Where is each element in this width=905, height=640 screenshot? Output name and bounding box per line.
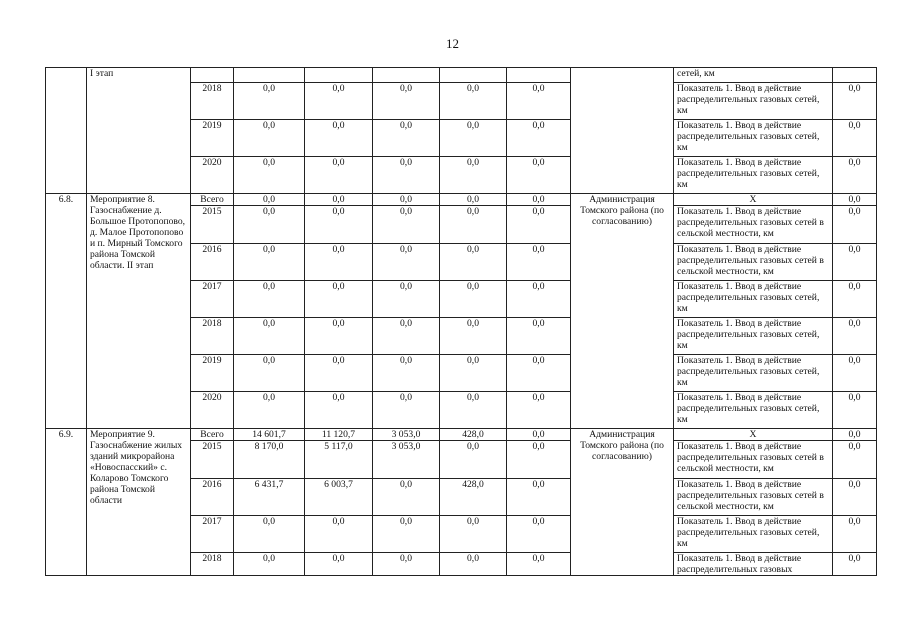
- value-cell: 0,0: [440, 516, 507, 553]
- value-cell: 0,0: [305, 194, 373, 206]
- target-cell: 0,0: [833, 83, 877, 120]
- value-cell: 3 053,0: [373, 441, 440, 479]
- measure-name: Мероприятие 8. Газоснабжение д. Большое Протопопово, д. Малое Протопопово и п. Мирный Томского района Томской области. II этап: [87, 194, 191, 429]
- value-cell: 0,0: [440, 120, 507, 157]
- value-cell: 0,0: [373, 479, 440, 516]
- value-cell: 0,0: [373, 194, 440, 206]
- value-cell: 14 601,7: [234, 429, 305, 441]
- year-cell: 2020: [191, 157, 234, 194]
- value-cell: 0,0: [507, 281, 571, 318]
- page-number: 12: [446, 36, 459, 51]
- year-cell: 2015: [191, 206, 234, 244]
- value-cell: 0,0: [373, 318, 440, 355]
- indicator-cell: Показатель 1. Ввод в действие распределительных газовых сетей в сельской местности, км: [674, 479, 833, 516]
- value-cell: 0,0: [440, 83, 507, 120]
- value-cell: 0,0: [373, 553, 440, 576]
- year-cell: Всего: [191, 429, 234, 441]
- value-cell: 0,0: [234, 83, 305, 120]
- value-cell: 0,0: [305, 206, 373, 244]
- target-cell: 0,0: [833, 429, 877, 441]
- value-cell: 0,0: [234, 206, 305, 244]
- value-cell: 0,0: [507, 355, 571, 392]
- table-row: [46, 429, 877, 441]
- value-cell: 0,0: [440, 441, 507, 479]
- year-cell: 2019: [191, 120, 234, 157]
- target-cell: 0,0: [833, 194, 877, 206]
- indicator-cell: Показатель 1. Ввод в действие распределительных газовых сетей, км: [674, 83, 833, 120]
- value-cell: 0,0: [305, 355, 373, 392]
- value-cell: 0,0: [507, 83, 571, 120]
- value-cell: 0,0: [507, 429, 571, 441]
- value-cell: 0,0: [234, 120, 305, 157]
- year-cell: 2015: [191, 441, 234, 479]
- measure-name: Мероприятие 9. Газоснабжение жилых зданий микрорайона «Новоспасский» с. Коларово Томского района Томской области: [87, 429, 191, 576]
- value-cell: 0,0: [440, 194, 507, 206]
- table-row: [46, 68, 877, 83]
- indicator-cell: Показатель 1. Ввод в действие распределительных газовых сетей, км: [674, 120, 833, 157]
- value-cell: 428,0: [440, 429, 507, 441]
- target-cell: 0,0: [833, 441, 877, 479]
- item-number: 6.8.: [46, 194, 87, 429]
- value-cell: 0,0: [507, 479, 571, 516]
- value-cell: 0,0: [507, 392, 571, 429]
- value-cell: 0,0: [305, 281, 373, 318]
- value-cell: 0,0: [440, 553, 507, 576]
- indicator-cell: Показатель 1. Ввод в действие распределительных газовых: [674, 553, 833, 576]
- value-cell: 0,0: [234, 355, 305, 392]
- year-cell: 2020: [191, 392, 234, 429]
- target-cell: 0,0: [833, 318, 877, 355]
- value-cell: 0,0: [305, 553, 373, 576]
- value-cell: 0,0: [234, 318, 305, 355]
- value-cell: 0,0: [507, 318, 571, 355]
- value-cell: 0,0: [507, 157, 571, 194]
- value-cell: 0,0: [373, 120, 440, 157]
- indicator-cell: Показатель 1. Ввод в действие распределительных газовых сетей, км: [674, 392, 833, 429]
- value-cell: 0,0: [507, 516, 571, 553]
- indicator-cell: Показатель 1. Ввод в действие распределительных газовых сетей в сельской местности, км: [674, 441, 833, 479]
- value-cell: 0,0: [234, 194, 305, 206]
- value-cell: 0,0: [440, 281, 507, 318]
- value-cell: 6 431,7: [234, 479, 305, 516]
- value-cell: 0,0: [234, 553, 305, 576]
- value-cell: 0,0: [440, 318, 507, 355]
- value-cell: 0,0: [507, 553, 571, 576]
- value-cell: 0,0: [440, 355, 507, 392]
- target-cell: 0,0: [833, 392, 877, 429]
- target-cell: 0,0: [833, 157, 877, 194]
- year-cell: 2019: [191, 355, 234, 392]
- value-cell: 0,0: [373, 355, 440, 392]
- indicator-cell: Показатель 1. Ввод в действие распределительных газовых сетей, км: [674, 157, 833, 194]
- value-cell: 0,0: [507, 244, 571, 281]
- target-cell: 0,0: [833, 120, 877, 157]
- value-cell: 0,0: [507, 441, 571, 479]
- year-cell: 2018: [191, 318, 234, 355]
- value-cell: 428,0: [440, 479, 507, 516]
- year-cell: 2018: [191, 553, 234, 576]
- item-number: 6.9.: [46, 429, 87, 576]
- year-cell: Всего: [191, 194, 234, 206]
- target-cell: 0,0: [833, 355, 877, 392]
- target-cell: 0,0: [833, 553, 877, 576]
- target-cell: 0,0: [833, 281, 877, 318]
- value-cell: 8 170,0: [234, 441, 305, 479]
- value-cell: 0,0: [373, 206, 440, 244]
- value-cell: 0,0: [373, 157, 440, 194]
- indicator-cell: Х: [674, 429, 833, 441]
- value-cell: 0,0: [305, 244, 373, 281]
- indicator-cell: Показатель 1. Ввод в действие распределительных газовых сетей в сельской местности, км: [674, 244, 833, 281]
- value-cell: 0,0: [507, 194, 571, 206]
- value-cell: 0,0: [305, 392, 373, 429]
- value-cell: 0,0: [234, 516, 305, 553]
- indicator-cell: Х: [674, 194, 833, 206]
- value-cell: 0,0: [305, 318, 373, 355]
- indicator-cell: Показатель 1. Ввод в действие распределительных газовых сетей, км: [674, 281, 833, 318]
- target-cell: 0,0: [833, 244, 877, 281]
- year-cell: 2017: [191, 516, 234, 553]
- indicator-cell: Показатель 1. Ввод в действие распределительных газовых сетей, км: [674, 318, 833, 355]
- value-cell: 0,0: [440, 206, 507, 244]
- value-cell: 11 120,7: [305, 429, 373, 441]
- value-cell: 0,0: [234, 244, 305, 281]
- year-cell: 2017: [191, 281, 234, 318]
- indicator-cell: Показатель 1. Ввод в действие распределительных газовых сетей, км: [674, 516, 833, 553]
- value-cell: 0,0: [234, 281, 305, 318]
- year-cell: 2016: [191, 244, 234, 281]
- value-cell: 0,0: [373, 392, 440, 429]
- value-cell: 0,0: [440, 392, 507, 429]
- executor-cell: Администрация Томского района (по согласованию): [571, 194, 674, 429]
- value-cell: 0,0: [305, 83, 373, 120]
- program-table: [45, 67, 877, 576]
- value-cell: 0,0: [373, 83, 440, 120]
- value-cell: 0,0: [373, 281, 440, 318]
- target-cell: 0,0: [833, 479, 877, 516]
- value-cell: 0,0: [440, 244, 507, 281]
- value-cell: 3 053,0: [373, 429, 440, 441]
- table-row: [46, 194, 877, 206]
- stage-label: I этап: [87, 68, 191, 194]
- indicator-cell: Показатель 1. Ввод в действие распределительных газовых сетей, км: [674, 355, 833, 392]
- value-cell: 0,0: [440, 157, 507, 194]
- value-cell: 0,0: [373, 244, 440, 281]
- value-cell: 5 117,0: [305, 441, 373, 479]
- value-cell: 0,0: [507, 120, 571, 157]
- target-cell: 0,0: [833, 206, 877, 244]
- executor-cell: Администрация Томского района (по согласованию): [571, 429, 674, 576]
- year-cell: 2018: [191, 83, 234, 120]
- indicator-cell: сетей, км: [674, 68, 833, 83]
- value-cell: 6 003,7: [305, 479, 373, 516]
- value-cell: 0,0: [305, 120, 373, 157]
- value-cell: 0,0: [507, 206, 571, 244]
- value-cell: 0,0: [234, 157, 305, 194]
- value-cell: 0,0: [373, 516, 440, 553]
- indicator-cell: Показатель 1. Ввод в действие распределительных газовых сетей в сельской местности, км: [674, 206, 833, 244]
- value-cell: 0,0: [305, 516, 373, 553]
- value-cell: 0,0: [305, 157, 373, 194]
- value-cell: 0,0: [234, 392, 305, 429]
- year-cell: 2016: [191, 479, 234, 516]
- target-cell: 0,0: [833, 516, 877, 553]
